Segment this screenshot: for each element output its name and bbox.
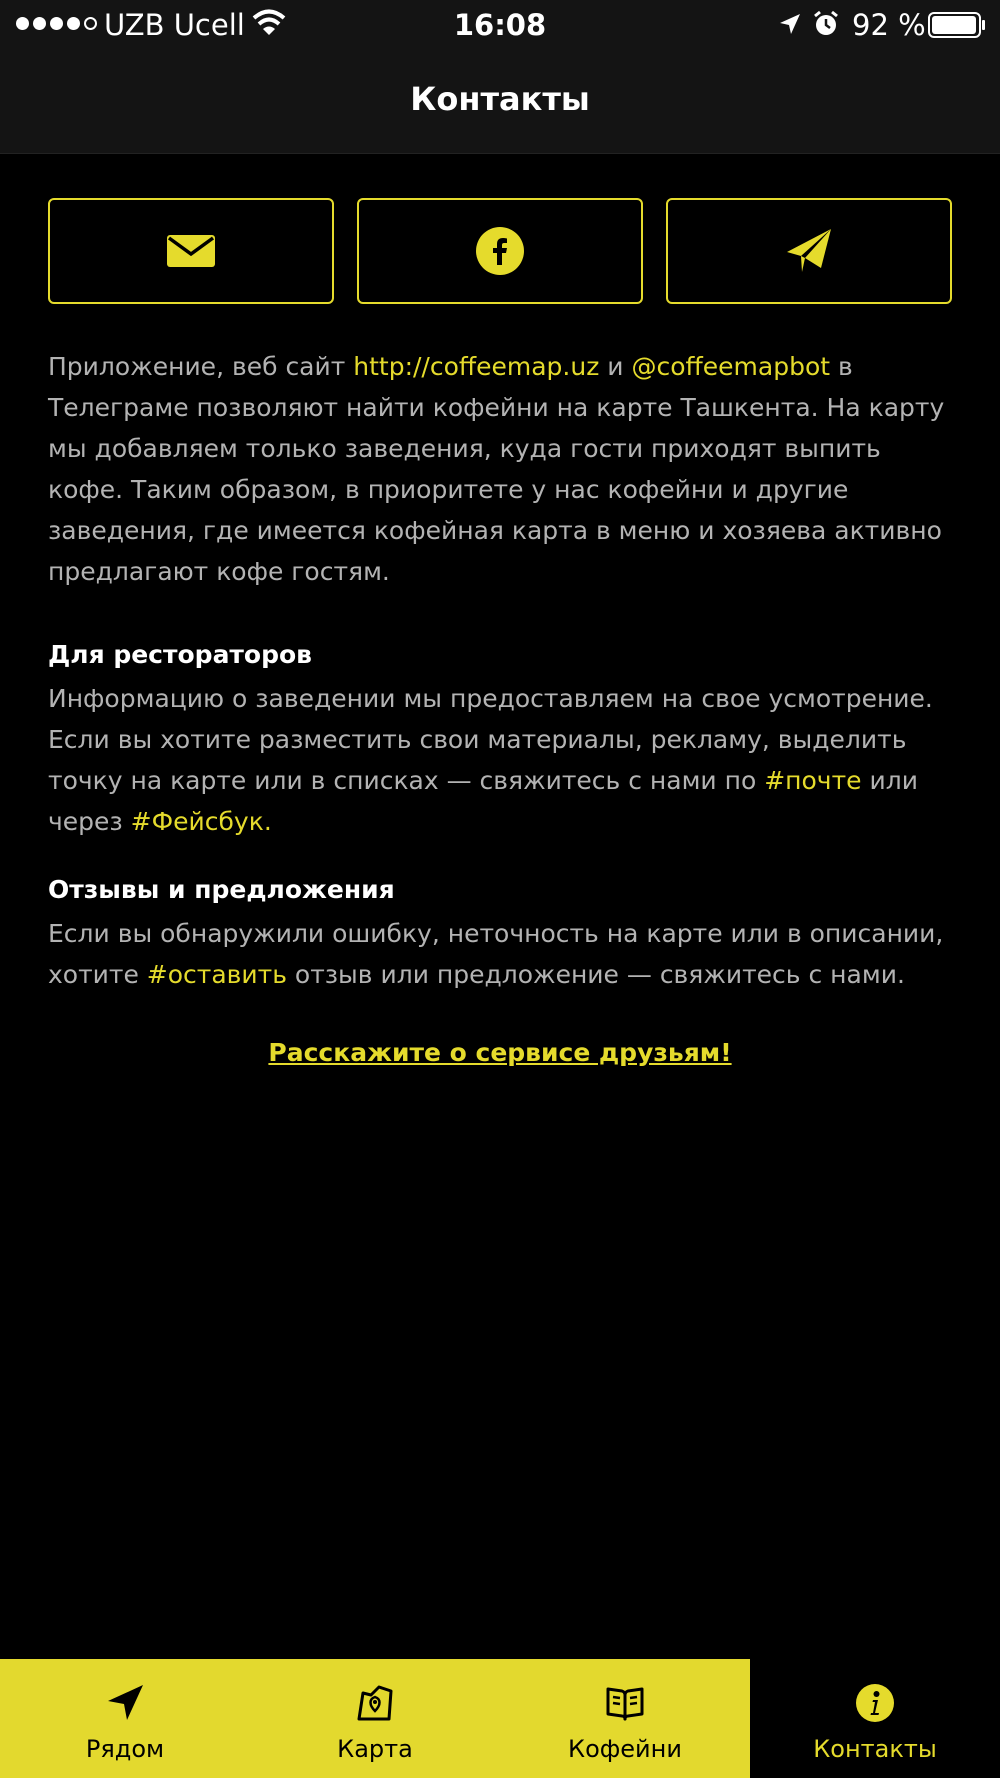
feedback-text: отзыв или предложение — свяжитесь с нами. <box>286 960 905 989</box>
feedback-text: Если вы обнаружили ошибку, неточность на карте или в описании, хотите <box>48 919 944 989</box>
intro-text: в Телеграме позволяют найти кофейни на карте Ташкента. На карту мы добавляем только заведения, куда гости приходят выпить кофе. Таким образом, в приоритете у нас кофейни и другие заведения, где имеется кофейная карта в меню и хозяева активно предлагают кофе гостям. <box>48 352 945 586</box>
carrier-name: UZB Ucell <box>104 8 245 42</box>
tab-bar <box>0 1659 1000 1778</box>
restaurateurs-text: . <box>263 807 272 836</box>
navigation-arrow-icon <box>105 1683 145 1723</box>
location-arrow-icon <box>778 12 802 36</box>
status-time: 16:08 <box>453 8 547 42</box>
tab-label: Контакты <box>813 1735 937 1763</box>
info-icon <box>855 1683 895 1723</box>
share-link[interactable]: Расскажите о сервисе друзьям! <box>268 1038 732 1067</box>
restaurateurs-text: Информацию о заведении мы предоставляем на свое усмотрение. Если вы хотите разместить свои материалы, рекламу, выделить точку на карте или в списках — свяжитесь с нами по <box>48 684 933 795</box>
intro-text: и <box>599 352 632 381</box>
tab-coffee-shops[interactable] <box>500 1659 750 1778</box>
telegram-bot-link[interactable]: @coffeemapbot <box>631 352 831 381</box>
tab-label: Карта <box>337 1735 413 1763</box>
facebook-link[interactable]: #Фейсбук <box>130 807 264 836</box>
battery-icon <box>928 12 986 38</box>
navigation-bar <box>0 50 1000 154</box>
restaurateurs-heading: Для рестораторов <box>48 640 312 669</box>
page-title: Контакты <box>410 80 590 118</box>
tab-label: Рядом <box>85 1735 165 1763</box>
tab-contacts[interactable] <box>750 1659 1000 1778</box>
email-button[interactable] <box>48 198 334 304</box>
feedback-heading: Отзывы и предложения <box>48 875 395 904</box>
intro-text: Приложение, веб сайт <box>48 352 354 381</box>
book-icon <box>605 1683 645 1723</box>
tab-nearby[interactable] <box>0 1659 250 1778</box>
facebook-icon <box>476 227 524 275</box>
leave-feedback-link[interactable]: #оставить <box>146 960 287 989</box>
intro-paragraph <box>48 346 952 592</box>
facebook-button[interactable] <box>357 198 643 304</box>
battery-percent: 92 % <box>852 8 926 42</box>
alarm-icon <box>812 10 840 38</box>
social-buttons <box>48 198 952 304</box>
tab-map[interactable] <box>250 1659 500 1778</box>
tab-label: Кофейни <box>568 1735 682 1763</box>
mail-icon <box>167 235 215 267</box>
telegram-icon <box>785 228 833 274</box>
feedback-paragraph <box>48 913 952 995</box>
mail-link[interactable]: #почте <box>764 766 862 795</box>
map-icon <box>355 1683 395 1723</box>
restaurateurs-text: или через <box>48 766 918 836</box>
website-link[interactable]: http://coffeemap.uz <box>353 352 600 381</box>
status-bar <box>0 0 1000 50</box>
restaurateurs-paragraph <box>48 678 952 842</box>
telegram-button[interactable] <box>666 198 952 304</box>
